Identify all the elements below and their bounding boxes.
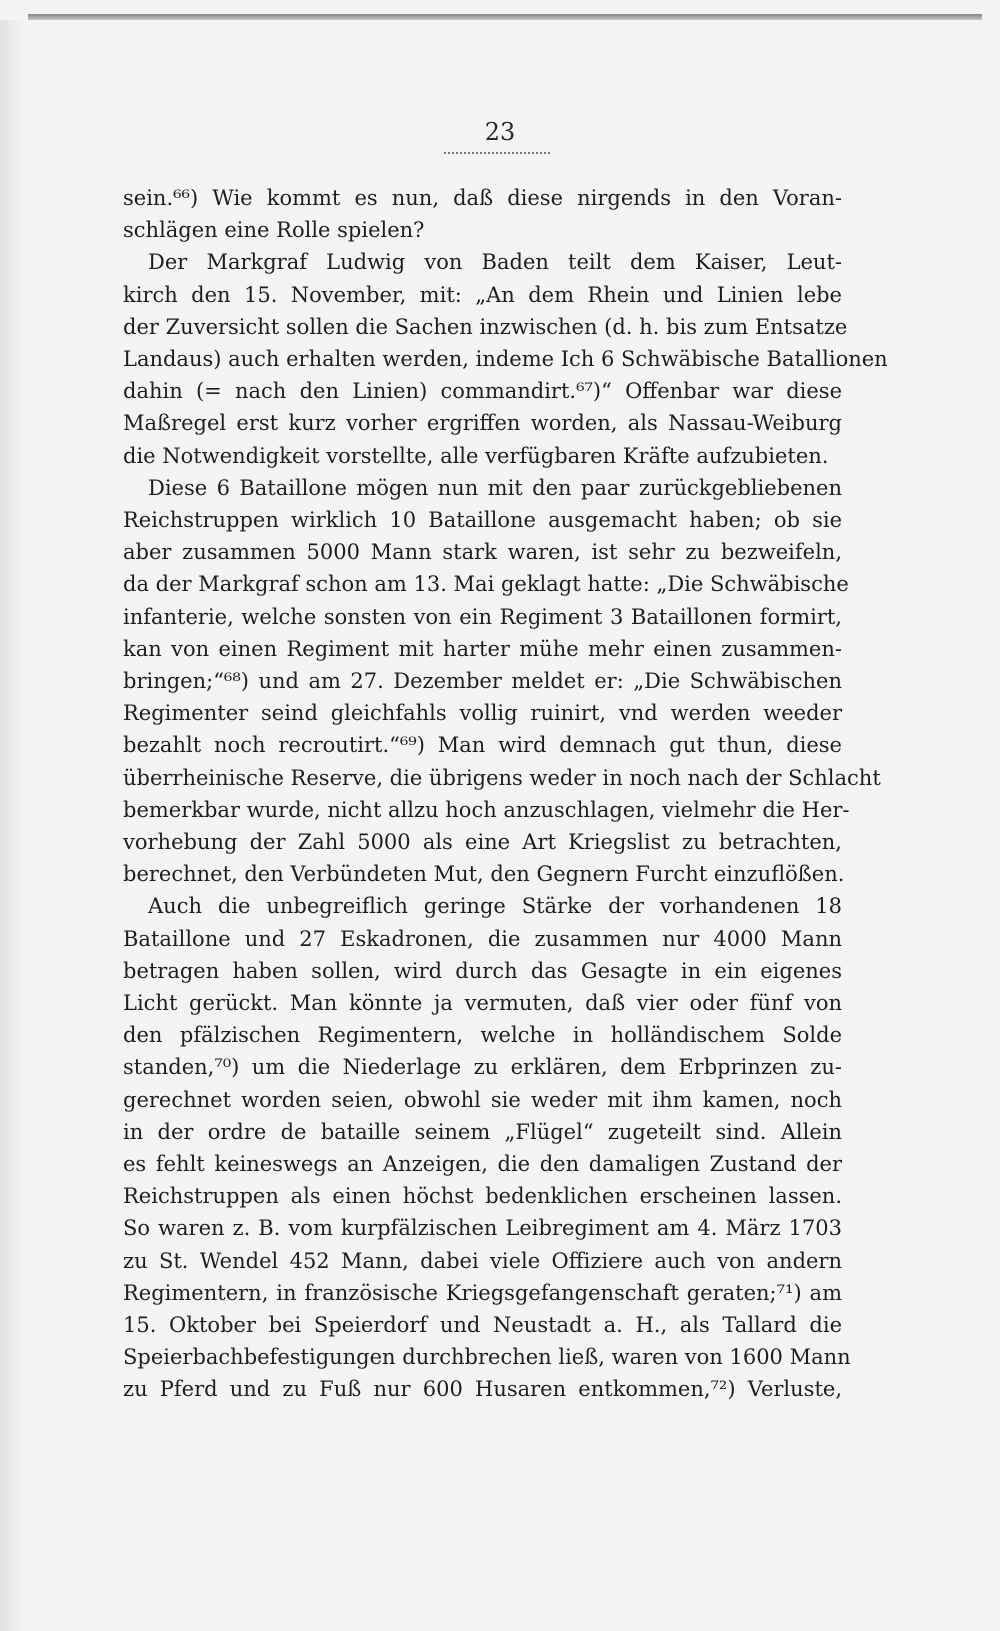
text-line: berechnet, den Verbündeten Mut, den Gegnern Furcht einzuflößen. <box>123 862 845 886</box>
text-line: kirch den 15. November, mit: „An dem Rhein und Linien lebe <box>123 283 842 307</box>
text-line: 15. Oktober bei Speierdorf und Neustadt a. H., als Tallard die <box>123 1313 842 1337</box>
text-line: vorhebung der Zahl 5000 als eine Art Kriegslist zu betrachten, <box>123 830 842 854</box>
text-line: schlägen eine Rolle spielen? <box>123 218 425 242</box>
text-line: bringen;“⁶⁸) und am 27. Dezember meldet er: „Die Schwäbischen <box>123 669 842 693</box>
text-line: So waren z. B. vom kurpfälzischen Leibregiment am 4. März 1703 <box>123 1216 842 1240</box>
text-line: Regimentern, in französische Kriegsgefangenschaft geraten;⁷¹) am <box>123 1281 842 1305</box>
text-line: Regimenter seind gleichfahls vollig ruinirt, vnd werden weeder <box>123 701 842 725</box>
text-line: der Zuversicht sollen die Sachen inzwischen (d. h. bis zum Entsatze <box>123 315 848 339</box>
text-line: überrheinische Reserve, die übrigens weder in noch nach der Schlacht <box>123 766 881 790</box>
text-line: Reichstruppen als einen höchst bedenklichen erscheinen lassen. <box>123 1184 842 1208</box>
text-line: standen,⁷⁰) um die Niederlage zu erklären, dem Erbprinzen zu- <box>123 1055 842 1079</box>
text-line: es fehlt keineswegs an Anzeigen, die den damaligen Zustand der <box>123 1152 842 1176</box>
text-line: infanterie, welche sonsten von ein Regiment 3 Bataillonen formirt, <box>123 605 842 629</box>
text-line: die Notwendigkeit vorstellte, alle verfügbaren Kräfte aufzubieten. <box>123 444 829 468</box>
text-line: in der ordre de bataille seinem „Flügel“ zugeteilt sind. Allein <box>123 1120 842 1144</box>
text-line: Diese 6 Bataillone mögen nun mit den paar zurückgebliebenen <box>148 476 842 500</box>
text-line: den pfälzischen Regimentern, welche in holländischem Solde <box>123 1023 842 1047</box>
text-line: Licht gerückt. Man könnte ja vermuten, daß vier oder fünf von <box>123 991 842 1015</box>
text-line: Auch die unbegreiflich geringe Stärke der vorhandenen 18 <box>148 894 842 918</box>
text-line: bemerkbar wurde, nicht allzu hoch anzuschlagen, vielmehr die Her- <box>123 798 850 822</box>
text-line: Reichstruppen wirklich 10 Bataillone ausgemacht haben; ob sie <box>123 508 842 532</box>
text-line: Speierbachbefestigungen durchbrechen ließ, waren von 1600 Mann <box>123 1345 851 1369</box>
text-line: Der Markgraf Ludwig von Baden teilt dem Kaiser, Leut- <box>148 250 842 274</box>
text-line: betragen haben sollen, wird durch das Gesagte in ein eigenes <box>123 959 842 983</box>
text-line: aber zusammen 5000 Mann stark waren, ist sehr zu bezweifeln, <box>123 540 842 564</box>
text-line: Landaus) auch erhalten werden, indeme Ich 6 Schwäbische Batallionen <box>123 347 888 371</box>
text-line: da der Markgraf schon am 13. Mai geklagt hatte: „Die Schwäbische <box>123 572 849 596</box>
text-line: sein.⁶⁶) Wie kommt es nun, daß diese nirgends in den Voran- <box>123 186 842 210</box>
page-number: 23 <box>484 118 516 146</box>
text-line: Bataillone und 27 Eskadronen, die zusammen nur 4000 Mann <box>123 927 842 951</box>
text-line: zu Pferd und zu Fuß nur 600 Husaren entkommen,⁷²) Verluste, <box>123 1377 842 1401</box>
text-line: Maßregel erst kurz vorher ergriffen worden, als Nassau-Weiburg <box>123 411 842 435</box>
text-line: zu St. Wendel 452 Mann, dabei viele Offiziere auch von andern <box>123 1249 842 1273</box>
text-line: bezahlt noch recroutirt.“⁶⁹) Man wird demnach gut thun, diese <box>123 733 842 757</box>
text-line: kan von einen Regiment mit harter mühe mehr einen zusammen- <box>123 637 842 661</box>
text-line: gerechnet worden seien, obwohl sie weder mit ihm kamen, noch <box>123 1088 842 1112</box>
text-line: dahin (= nach den Linien) commandirt.⁶⁷)“ Offenbar war diese <box>123 379 842 403</box>
